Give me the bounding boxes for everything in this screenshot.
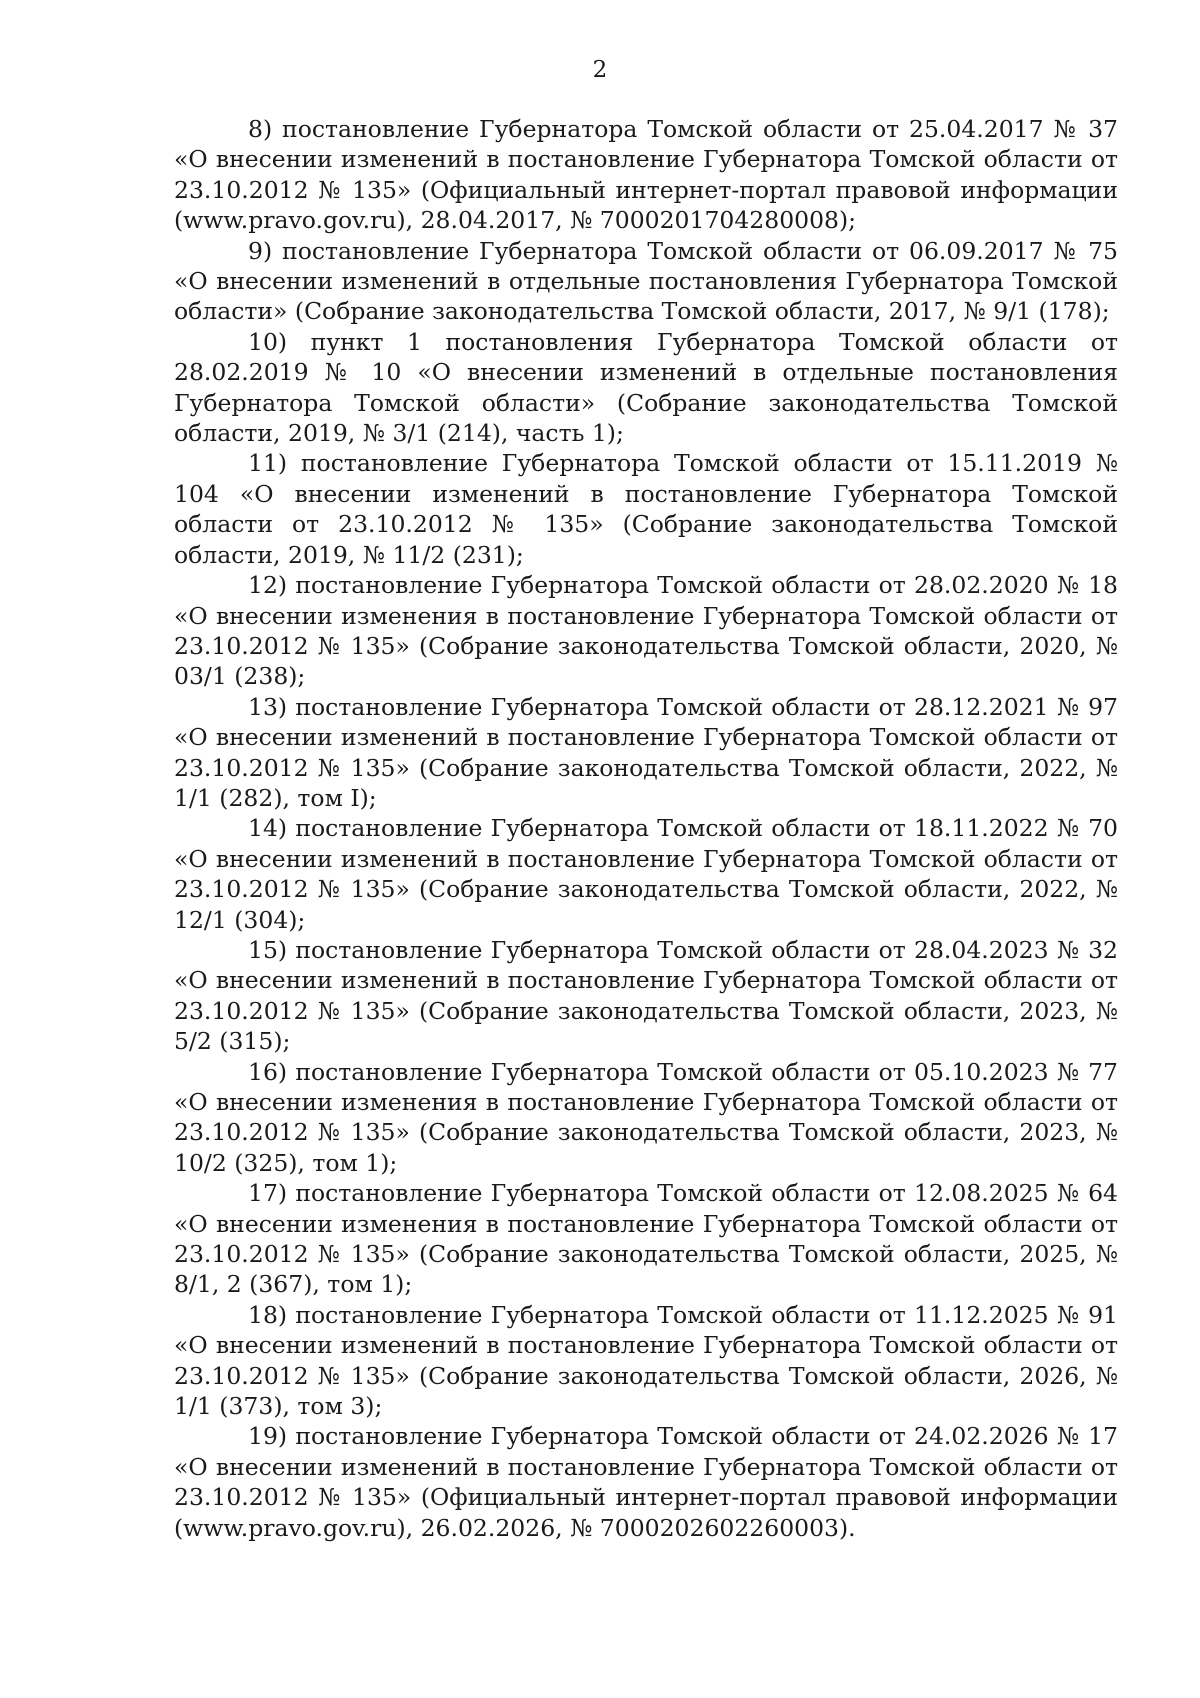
list-item: 10) пункт 1 постановления Губернатора Томской области от 28.02.2019 № 10 «О внесении изменений в отдельные постановления Губернатора Томской области» (Собрание законодательства Томской области, 2019, № 3/1 (214), часть 1);	[174, 327, 1118, 448]
list-item: 15) постановление Губернатора Томской области от 28.04.2023 № 32 «О внесении изменений в постановление Губернатора Томской области от 23.10.2012 № 135» (Собрание законодательства Томской области, 2023, № 5/2 (315);	[174, 935, 1118, 1056]
list-item: 17) постановление Губернатора Томской области от 12.08.2025 № 64 «О внесении изменения в постановление Губернатора Томской области от 23.10.2012 № 135» (Собрание законодательства Томской области, 2025, № 8/1, 2 (367), том 1);	[174, 1179, 1118, 1299]
page-number: 2	[592, 57, 608, 83]
list-item: 9) постановление Губернатора Томской области от 06.09.2017 № 75 «О внесении изменений в отдельные постановления Губернатора Томской области» (Собрание законодательства Томской области, 2017, № 9/1 (178);	[174, 236, 1118, 326]
list-item: 13) постановление Губернатора Томской области от 28.12.2021 № 97 «О внесении изменений в постановление Губернатора Томской области от 23.10.2012 № 135» (Собрание законодательства Томской области, 2022, № 1/1 (282), том I);	[174, 692, 1118, 812]
list-item: 8) постановление Губернатора Томской области от 25.04.2017 № 37 «О внесении изменений в постановление Губернатора Томской области от 23.10.2012 № 135» (Официальный интернет-портал правовой информации (www.pravo.gov.ru), 28.04.2017, № 7000201704280008);	[174, 115, 1118, 235]
list-item: 19) постановление Губернатора Томской области от 24.02.2026 № 17 «О внесении изменений в постановление Губернатора Томской области от 23.10.2012 № 135» (Официальный интернет-портал правовой информации (www.pravo.gov.ru), 26.02.2026, № 7000202602260003).	[174, 1422, 1118, 1542]
list-item: 16) постановление Губернатора Томской области от 05.10.2023 № 77 «О внесении изменения в постановление Губернатора Томской области от 23.10.2012 № 135» (Собрание законодательства Томской области, 2023, № 10/2 (325), том 1);	[174, 1057, 1118, 1177]
document-body	[174, 114, 1118, 1543]
list-item: 12) постановление Губернатора Томской области от 28.02.2020 № 18 «О внесении изменения в постановление Губернатора Томской области от 23.10.2012 № 135» (Собрание законодательства Томской области, 2020, № 03/1 (238);	[174, 571, 1118, 691]
list-item: 18) постановление Губернатора Томской области от 11.12.2025 № 91 «О внесении изменений в постановление Губернатора Томской области от 23.10.2012 № 135» (Собрание законодательства Томской области, 2026, № 1/1 (373), том 3);	[174, 1300, 1118, 1421]
list-item: 11) постановление Губернатора Томской области от 15.11.2019 № 104 «О внесении изменений в постановление Губернатора Томской области от 23.10.2012 № 135» (Собрание законодательства Томской области, 2019, № 11/2 (231);	[174, 449, 1118, 569]
list-item: 14) постановление Губернатора Томской области от 18.11.2022 № 70 «О внесении изменений в постановление Губернатора Томской области от 23.10.2012 № 135» (Собрание законодательства Томской области, 2022, № 12/1 (304);	[174, 814, 1118, 934]
